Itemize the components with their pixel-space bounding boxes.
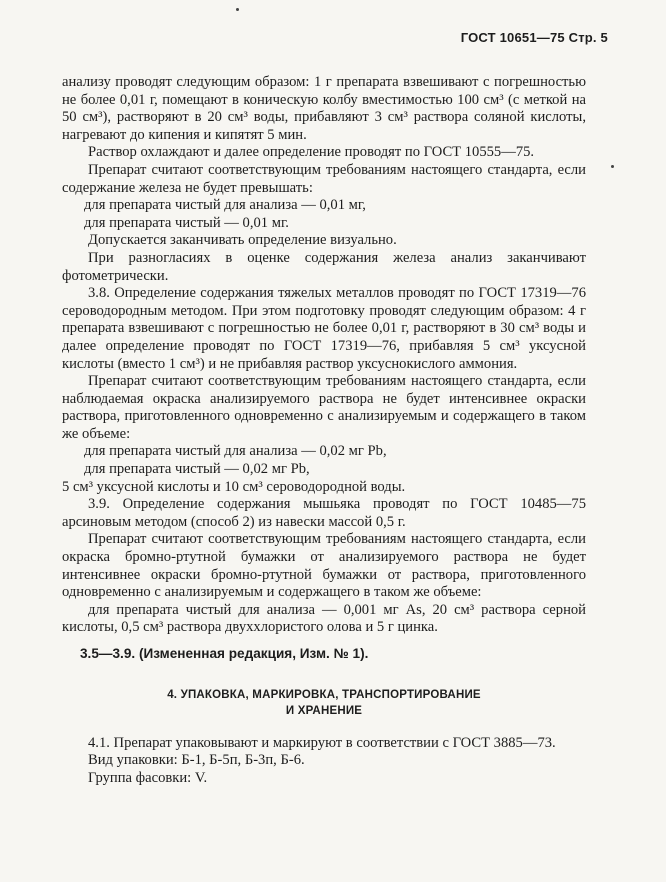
scan-speck bbox=[236, 8, 239, 11]
paragraph: Препарат считают соответствующим требованиям настоящего стандарта, если содержание железа не будет превышать: bbox=[62, 161, 586, 196]
paragraph: Препарат считают соответствующим требованиям настоящего стандарта, если наблюдаемая окраска анализируемого раствора не будет интенсивнее окраски раствора, приготовленного одновременно с анализируемым и содержащего в таком же объеме: bbox=[62, 373, 586, 442]
paragraph: для препарата чистый для анализа — 0,02 мг Pb, bbox=[84, 443, 387, 460]
paragraph: для препарата чистый — 0,01 мг. bbox=[84, 214, 289, 231]
paragraph-list bbox=[62, 74, 586, 637]
paragraph: 5 см³ уксусной кислоты и 10 см³ сероводородной воды. bbox=[62, 478, 406, 495]
section-title bbox=[62, 687, 586, 719]
paragraph: 3.9. Определение содержания мышьяка проводят по ГОСТ 10485—75 арсиновым методом (способ 2) из навески массой 0,5 г. bbox=[62, 496, 586, 530]
amendment-note: 3.5—3.9. (Измененная редакция, Изм. № 1). bbox=[80, 646, 369, 661]
paragraph: анализу проводят следующим образом: 1 г препарата взвешивают с погрешностью не более 0,01 г, помещают в коническую колбу вместимостью 100 см³ (с меткой на 50 см³), растворяют в 20 см³ воды, прибавляют 3 см³ раствора соляной кислоты, нагревают до кипения и кипятят 5 мин. bbox=[62, 74, 586, 143]
scan-speck bbox=[611, 165, 614, 168]
paragraph: для препарата чистый — 0,02 мг Pb, bbox=[84, 461, 310, 478]
packaging-type: Вид упаковки: Б-1, Б-5п, Б-3п, Б-6. bbox=[88, 752, 305, 769]
paragraph: Раствор охлаждают и далее определение проводят по ГОСТ 10555—75. bbox=[88, 144, 535, 161]
document-body bbox=[62, 74, 586, 787]
packing-group: Группа фасовки: V. bbox=[88, 769, 208, 786]
section-title-line-2: И ХРАНЕНИЕ bbox=[285, 704, 363, 717]
running-head: ГОСТ 10651—75 Стр. 5 bbox=[460, 30, 608, 45]
paragraph: При разногласиях в оценке содержания железа анализ заканчивают фотометрически. bbox=[62, 249, 586, 284]
paragraph: для препарата чистый для анализа — 0,01 мг, bbox=[84, 197, 366, 214]
section-title-line-1: 4. УПАКОВКА, МАРКИРОВКА, ТРАНСПОРТИРОВАНИЕ bbox=[167, 688, 481, 701]
paragraph: для препарата чистый для анализа — 0,001 мг As, 20 см³ раствора серной кислоты, 0,5 см³ раствора двуххлористого олова и 5 г цинка. bbox=[62, 601, 586, 636]
paragraph: 3.8. Определение содержания тяжелых металлов проводят по ГОСТ 17319—76 сероводородным методом. При этом подготовку проводят следующим образом: 4 г препарата взвешивают с погрешностью не более 0,01 г, растворяют в 30 см³ воды и далее определение проводят по ГОСТ 17319—76, прибавляя 5 см³ уксусной кислоты (вместо 1 см³) и не прибавляя раствор уксуснокислого аммония. bbox=[62, 285, 586, 372]
paragraph-4-1: 4.1. Препарат упаковывают и маркируют в соответствии с ГОСТ 3885—73. bbox=[88, 734, 556, 751]
paragraph: Препарат считают соответствующим требованиям настоящего стандарта, если окраска бромно-ртутной бумажки от анализируемого раствора не будет интенсивнее окраски бромно-ртутной бумажки от раствора, приготовленного одновременно с анализируемым и содержащего в таком же объеме: bbox=[62, 531, 586, 601]
paragraph: Допускается заканчивать определение визуально. bbox=[88, 232, 397, 249]
